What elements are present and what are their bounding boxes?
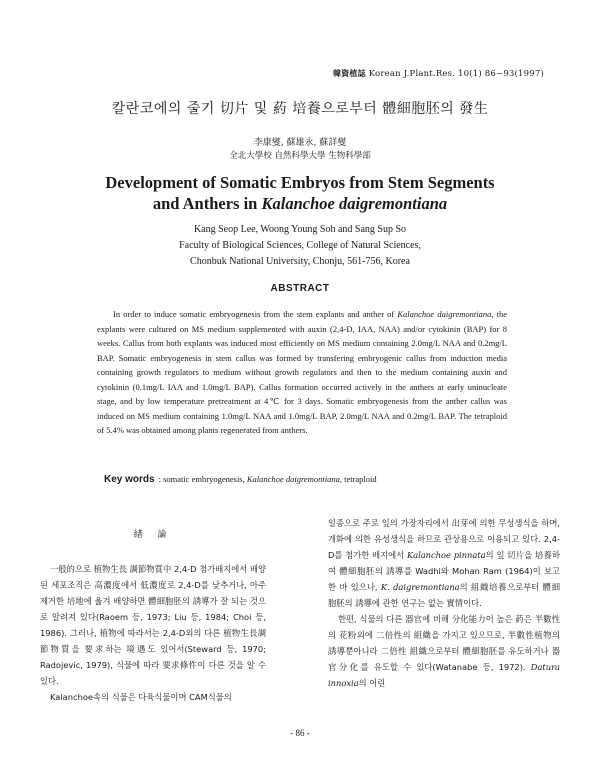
authors-english — [0, 222, 600, 270]
title-english — [0, 172, 600, 214]
journal-korean-abbrev: 韓資植誌 — [332, 69, 366, 78]
abstract-species: Kalanchoe daigremontiana — [397, 309, 492, 319]
intro-paragraph-3: 한편, 식물의 다른 器官에 비해 分化能力이 높은 葯은 半數性의 花粉외에 二倍性의 組織을 가지고 있으므로, 半數性植物의 誘導뿐아니라 二倍性 組織으로부터 體細胞胚를 유도하거나 器官分化를 유도할 수 있다(Watanabe 등, 1972). Datura innoxia의 어린 — [328, 614, 560, 688]
affiliation-korean: 全北大學校 自然科學大學 生物科學部 — [229, 151, 371, 161]
journal-citation — [333, 68, 544, 79]
affiliation-line1: Faculty of Biological Sciences, College of Natural Sciences, — [179, 240, 421, 251]
title-korean: 칼란코에의 줄기 切片 및 葯 培養으로부터 體細胞胚의 發生 — [111, 101, 489, 117]
abstract-paragraph: In order to induce somatic embryogenesis from the stem explants and anther of Kalanchoe daigremontiana, the explants were cultured on MS medium supplemented with auxin (2,4-D, IAA, NAA) and/or cytokinin (BAP) for 8 weeks. Callus from both explants was induced most efficiently on MS medium containing 2.0mg/L NAA and 0.2mg/L BAP. Somatic embryogenesis in stem callus was formed by transfering embryogenic callus from induction media containing growth regulators to medium without growth regulators and then to the medium containing auxin and cytokinin (0.1mg/L IAA and 1.0mg/L BAP). Callus formation occurred actively in the anthers at early uninucleate stage, and by low temperature pretreatment at 4℃ for 3 days. Somatic embryogenesis from the anther callus was induced on MS medium containing 1.0mg/L NAA and 1.0mg/L BAP, 2.0mg/L NAA and 0.2mg/L BAP. The tetraploid of 5.4% was obtained among plants regenerated from anthers. — [97, 309, 507, 435]
body-column-left — [40, 515, 266, 705]
section-heading-introduction: 緖 論 — [133, 530, 173, 540]
journal-reference: Korean J.Plant.Res. 10(1) 86~93(1997) — [368, 69, 544, 79]
keywords-species: Kalanchoe daigremontiana — [246, 474, 340, 484]
keywords-label: Key words — [104, 474, 155, 485]
authors-korean: 李康燮, 蘇雄永, 蘇詳燮 — [253, 138, 347, 148]
abstract-heading: ABSTRACT — [270, 283, 330, 294]
title-english-line1: Development of Somatic Embryos from Stem Segments — [105, 173, 495, 192]
body-column-right — [328, 515, 560, 691]
title-english-line2: and Anthers in Kalanchoe daigremontiana — [152, 194, 448, 213]
intro-paragraph-1: 一般的으로 植物生長 調節物質中 2,4-D 첨가배지에서 배양된 세포조직은 高濃度에서 低濃度로 2,4-D를 낮추거나, 아주 제거한 培地에 옮겨 배양하면 體細胞胚의 誘導가 잘 되는 것으로 알려져 있다(Raoem 등, 1973; Liu 등, 1984; Choi 등, 1986). 그러나, 植物에 따라서는 2,4-D외의 다른 植物生長調節物質을 要求하는 境遇도 있어서(Steward 등, 1970; Radojevic, 1979), 식물에 따라 要求條件이 다른 것을 알 수 있다. — [40, 564, 266, 686]
affiliation-line2: Chonbuk National University, Chonju, 561-756, Korea — [190, 256, 410, 267]
keywords: Key words : somatic embryogenesis, Kalanchoe daigremontiana, tetraploid — [104, 474, 377, 485]
author-names: Kang Seop Lee, Woong Young Soh and Sang Sup So — [193, 224, 407, 235]
page-number: - 86 - — [290, 728, 310, 738]
abstract-body — [97, 307, 507, 438]
intro-paragraph-continued: 일종으로 주로 잎의 가장자리에서 出芽에 의한 무성생식을 하며, 개화에 의한 유성생식을 하므로 관상용으로 이용되고 있다. 2,4-D를 첨가한 배지에서 Kalanchoe pinnata의 잎 切片을 培養하여 體細胞胚의 誘導를 Wadhi와 Mohan Ram (1964)이 보고한 바 있으나, K. daigremontiana의 組織培養으로부터 體細胞胚의 誘導에 관한 연구는 없는 實情이다. — [328, 518, 560, 608]
title-species: Kalanchoe daigremontiana — [261, 194, 448, 213]
intro-paragraph-2: Kalanchoe속의 식물은 다육식물이며 CAM식물의 — [50, 692, 232, 702]
